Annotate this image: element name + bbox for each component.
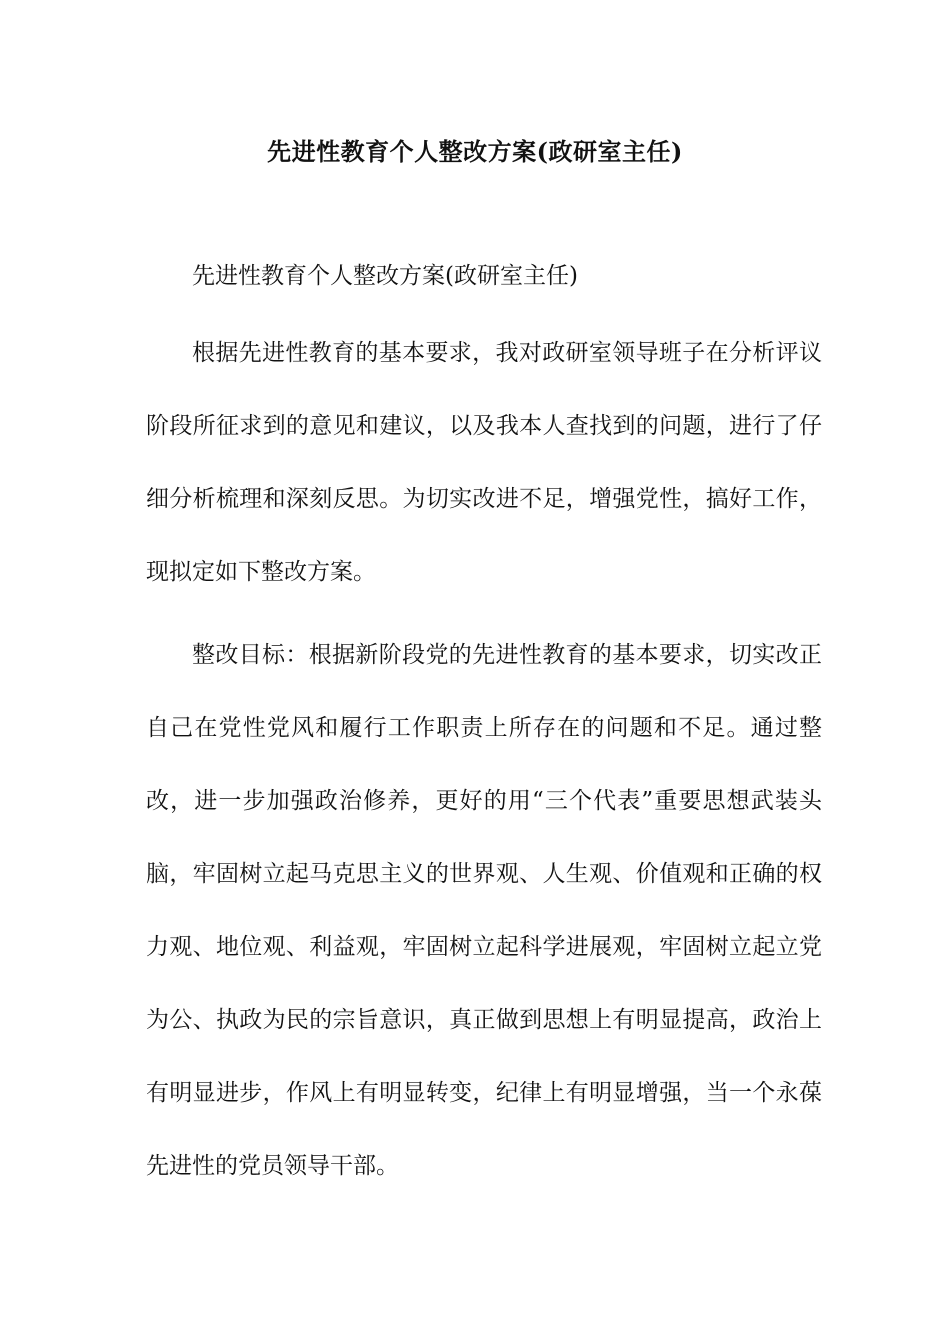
document-subtitle: 先进性教育个人整改方案(政研室主任): [192, 263, 578, 289]
paragraph-intro: 根据先进性教育的基本要求，我对政研室领导班子在分析评议阶段所征求到的意见和建议，以及我本人查找到的问题，进行了仔细分析梳理和深刻反思。为切实改进不足，增强党性，搞好工作，现拟定如下整改方案。: [146, 340, 822, 585]
paragraph-goals: 整改目标：根据新阶段党的先进性教育的基本要求，切实改正自己在党性党风和履行工作职责上所存在的问题和不足。通过整改，进一步加强政治修养，更好的用“三个代表”重要思想武装头脑，牢固树立起马克思主义的世界观、人生观、价值观和正确的权力观、地位观、利益观，牢固树立起科学进展观，牢固树立起立党为公、执政为民的宗旨意识，真正做到思想上有明显提高，政治上有明显进步，作风上有明显转变，纪律上有明显增强，当一个永葆先进性的党员领导干部。: [146, 642, 822, 1179]
document-title: 先进性教育个人整改方案(政研室主任): [267, 137, 683, 166]
